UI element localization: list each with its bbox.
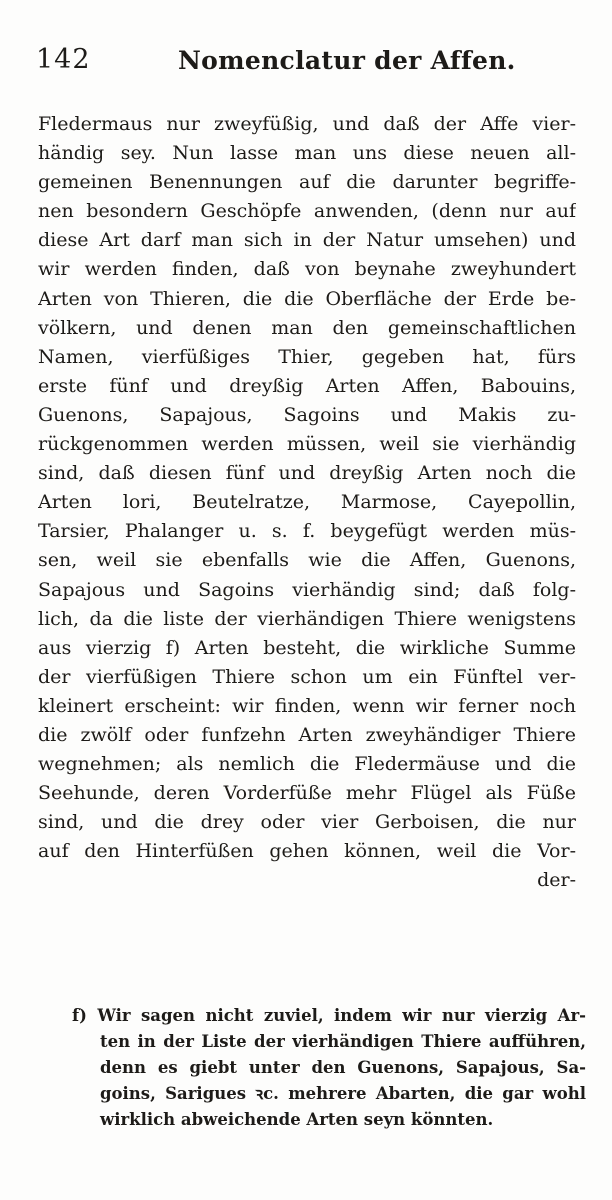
- text-line: Sapajous und Sagoins vierhändig sind; daß folg-: [38, 578, 576, 601]
- text-line: Fledermaus nur zweyfüßig, und daß der Affe vier-: [38, 113, 576, 135]
- page-number: 142: [36, 44, 91, 75]
- page-header: [36, 40, 576, 88]
- footnote-line: wirklich abweichende Arten seyn könnten.: [100, 1110, 494, 1129]
- footnote: [72, 1003, 586, 1133]
- text-line: Arten von Thieren, die die Oberfläche der Erde be-: [38, 287, 576, 310]
- footnote-line: f) Wir sagen nicht zuviel, indem wir nur vierzig Ar-: [72, 1006, 586, 1025]
- text-line: lich, da die liste der vierhändigen Thiere wenigstens: [38, 607, 576, 630]
- text-line: rückgenommen werden müssen, weil sie vierhändig: [38, 433, 576, 456]
- footnote-line: denn es giebt unter den Guenons, Sapajous, Sa-: [100, 1058, 586, 1077]
- text-line: Arten lori, Beutelratze, Marmose, Cayepollin,: [38, 491, 576, 514]
- text-line: sind, daß diesen fünf und dreyßig Arten noch die: [38, 462, 576, 485]
- text-line: Namen, vierfüßiges Thier, gegeben hat, fürs: [38, 345, 576, 368]
- text-line: händig sey. Nun lasse man uns diese neuen all-: [38, 142, 576, 165]
- text-line: wir werden finden, daß von beynahe zweyhundert: [38, 258, 576, 281]
- running-head: Nomenclatur der Affen.: [178, 46, 516, 75]
- footnote-line: goins, Sarigues ꝛc. mehrere Abarten, die gar wohl: [100, 1084, 586, 1103]
- text-line: Guenons, Sapajous, Sagoins und Makis zu-: [38, 403, 576, 426]
- text-line: die zwölf oder funfzehn Arten zweyhändiger Thiere: [38, 723, 576, 746]
- text-line: kleinert erscheint: wir finden, wenn wir ferner noch: [38, 694, 576, 717]
- text-line: der vierfüßigen Thiere schon um ein Fünftel ver-: [38, 665, 576, 688]
- text-line: sen, weil sie ebenfalls wie die Affen, Guenons,: [38, 549, 576, 572]
- text-line: aus vierzig f) Arten besteht, die wirkliche Summe: [38, 636, 576, 659]
- text-line: nen besondern Geschöpfe anwenden, (denn nur auf: [38, 200, 576, 223]
- text-line: auf den Hinterfüßen gehen können, weil die Vor-: [38, 840, 576, 863]
- text-line: sind, und die drey oder vier Gerboisen, die nur: [38, 811, 576, 834]
- text-line: gemeinen Benennungen auf die darunter begriffe-: [38, 171, 576, 194]
- text-line: Tarsier, Phalanger u. s. f. beygefügt werden müs-: [38, 520, 576, 543]
- text-line: völkern, und denen man den gemeinschaftlichen: [38, 316, 576, 339]
- footnote-line: ten in der Liste der vierhändigen Thiere aufführen,: [100, 1032, 586, 1051]
- catchword: der-: [537, 869, 576, 892]
- text-line: wegnehmen; als nemlich die Fledermäuse und die: [38, 753, 576, 776]
- text-line: erste fünf und dreyßig Arten Affen, Babouins,: [38, 374, 576, 397]
- body-text: [38, 110, 576, 896]
- text-line: Seehunde, deren Vorderfüße mehr Flügel als Füße: [38, 782, 576, 805]
- text-line: diese Art darf man sich in der Natur umsehen) und: [38, 229, 576, 252]
